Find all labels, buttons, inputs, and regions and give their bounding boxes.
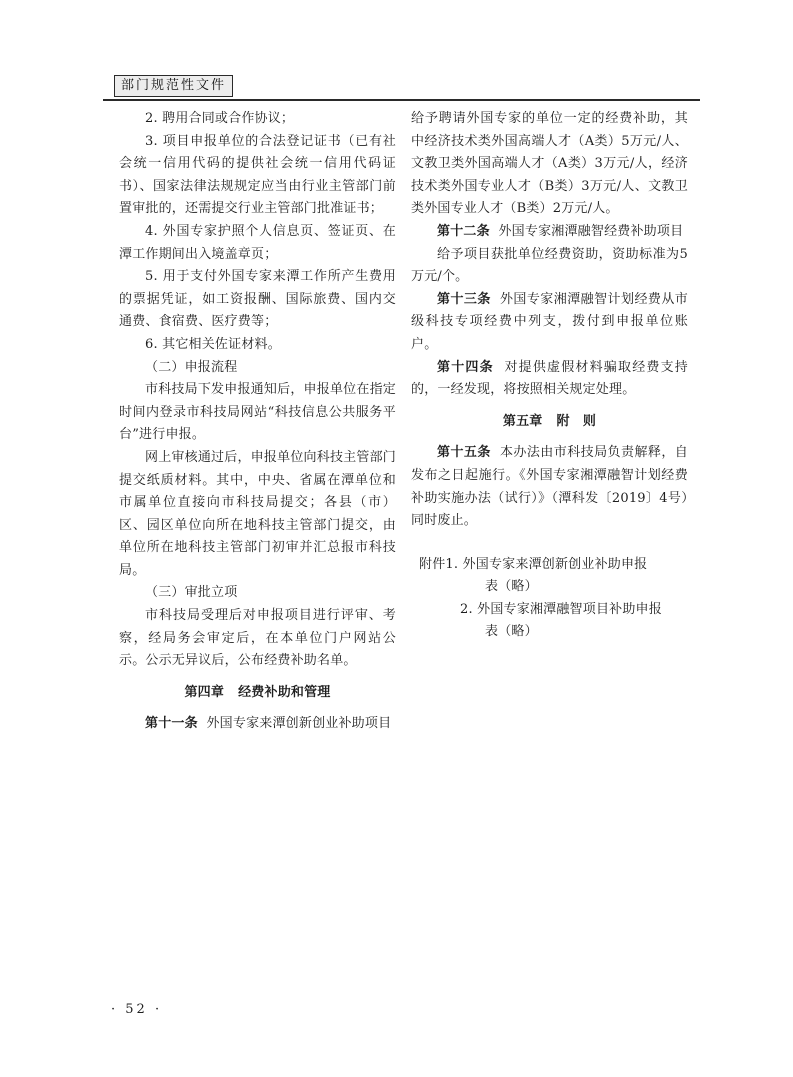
chapter-4-title: 经费补助和管理 — [238, 684, 331, 700]
paragraph-process-1: 市科技局下发申报通知后，申报单位在指定时间内登录市科技局网站“科技信息公共服务平台”进行申报。 — [119, 382, 396, 443]
page-number: · 52 · — [111, 1002, 163, 1017]
attachment-title: 外国专家湘潭融智项目补助申报 — [477, 601, 662, 617]
chapter-5-heading — [411, 411, 688, 434]
article-11-text: 外国专家来潭创新创业补助项目 — [206, 716, 392, 732]
paragraph-item-5: 5. 用于支付外国专家来潭工作所产生费用的票据凭证，如工资报酬、国际旅费、国内交通费、食宿费、医疗费等； — [119, 269, 396, 330]
article-14-text: 对提供虚假材料骗取经费支持的，一经发现，将按照相关规定处理。 — [411, 359, 688, 398]
paragraph-item-6: 6. 其它相关佐证材料。 — [145, 336, 281, 352]
paragraph-item-2: 2. 聘用合同或合作协议； — [145, 111, 295, 126]
article-15-label: 第十五条 — [437, 445, 491, 461]
article-11-label: 第十一条 — [145, 716, 198, 732]
paragraph-approval: 市科技局受理后对申报项目进行评审、考察，经局务会审定后，在本单位门户网站公示。公示无异议后，公布经费补助名单。 — [119, 608, 396, 669]
article-15 — [411, 442, 688, 532]
subheading-approval: （三）审批立项 — [145, 585, 238, 601]
attachment-title-continued: 表（略） — [485, 579, 538, 595]
attachment-item — [411, 599, 688, 622]
article-11-continued: 给予聘请外国专家的单位一定的经费补助，其中经济技术类外国高端人才（A类）5万元/人、文教卫类外国高端人才（A类）3万元/人，经济技术类外国专业人才（B类）3万元/人、文教卫类外国专业人才（B类）2万元/人。 — [411, 111, 688, 217]
right-column — [411, 108, 688, 644]
attachment-item — [411, 554, 688, 577]
attachment-title: 外国专家来潭创新创业补助申报 — [462, 556, 648, 572]
attachment-title-continued: 表（略） — [485, 624, 538, 640]
attachment-number: 2. — [460, 601, 473, 617]
attachment-number: 1. — [445, 556, 459, 572]
article-14-label: 第十四条 — [437, 359, 494, 375]
subheading-process: （二）申报流程 — [145, 359, 238, 375]
article-15-text: 本办法由市科技局负责解释，自发布之日起施行。《外国专家湘潭融智计划经费补助实施办法（试行）》（潭科发〔2019〕4号）同时废止。 — [411, 445, 688, 529]
article-12-body: 给予项目获批单位经费资助，资助标准为5万元/个。 — [411, 246, 688, 285]
article-12-text: 外国专家湘潭融智经费补助项目 — [498, 223, 684, 239]
chapter-5-title: 附 则 — [556, 413, 597, 429]
article-13 — [411, 289, 688, 357]
article-12-label: 第十二条 — [437, 223, 490, 239]
chapter-5-number: 第五章 — [502, 413, 543, 429]
attachment-label: 附件 — [419, 556, 446, 572]
paragraph-item-4: 4. 外国专家护照个人信息页、签证页、在潭工作期间出入境盖章页； — [119, 223, 396, 262]
article-11 — [119, 713, 396, 736]
paragraph-process-2: 网上审核通过后，申报单位向科技主管部门提交纸质材料。其中，中央、省属在潭单位和市属单位直接向市科技局提交；各县（市）区、园区单位向所在地科技主管部门提交，由单位所在地科技主管部门初审并汇总报市科技局。 — [119, 449, 396, 578]
article-12 — [411, 221, 688, 244]
section-title: 部门规范性文件 — [114, 75, 233, 97]
article-13-label: 第十三条 — [437, 291, 491, 307]
chapter-4-number: 第四章 — [184, 684, 225, 700]
left-column — [119, 108, 396, 736]
chapter-4-heading — [119, 682, 396, 705]
paragraph-item-3: 3. 项目申报单位的合法登记证书（已有社会统一信用代码的提供社会统一信用代码证书）、国家法律法规规定应当由行业主管部门前置审批的，还需提交行业主管部门批准证书； — [119, 133, 396, 217]
attachments-list — [411, 554, 688, 644]
article-14 — [411, 357, 688, 402]
article-13-text: 外国专家湘潭融智计划经费从市级科技专项经费中列支，拨付到申报单位账户。 — [411, 291, 688, 352]
page-header — [103, 71, 700, 101]
